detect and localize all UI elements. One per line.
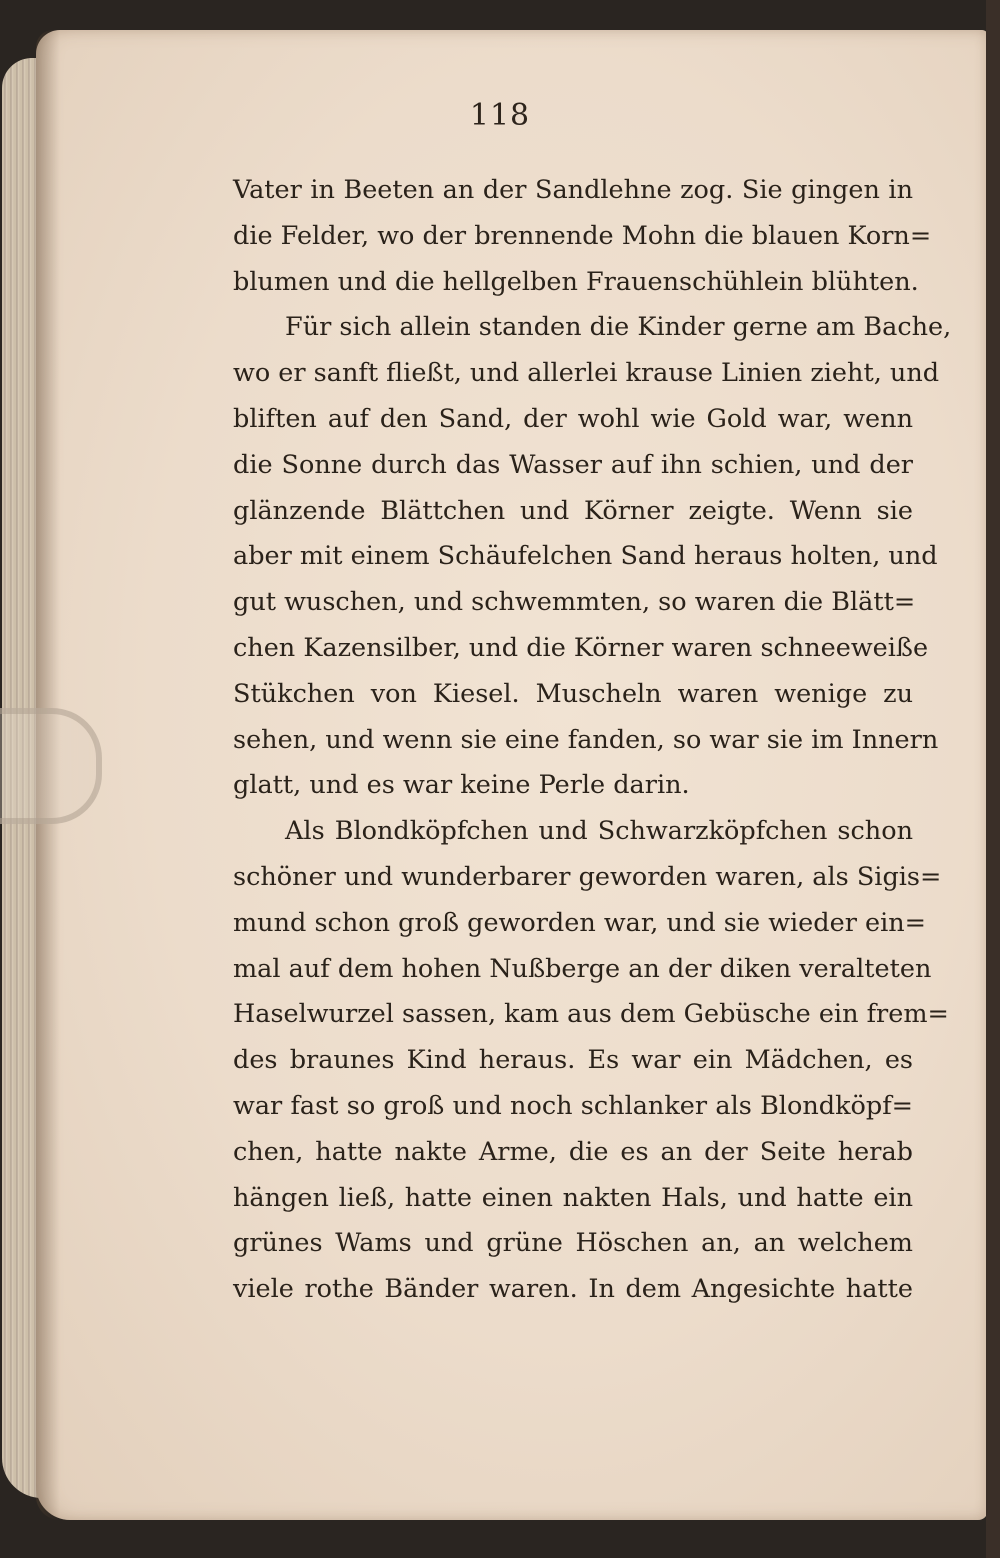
text-line: viele rothe Bänder waren. In dem Angesichte hatte [233, 1274, 913, 1305]
body-text [233, 168, 952, 1313]
text-line: hängen ließ, hatte einen nakten Hals, und hatte ein [233, 1182, 913, 1213]
page-clip [0, 708, 102, 824]
background-edge [986, 0, 1000, 1558]
text-line: chen, hatte nakte Arme, die es an der Seite herab [233, 1136, 913, 1167]
text-line: die Felder, wo der brennende Mohn die blauen Korn= [233, 220, 932, 251]
text-line: mund schon groß geworden war, und sie wieder ein= [233, 907, 927, 938]
text-line: die Sonne durch das Wasser auf ihn schien, und der [233, 449, 913, 480]
text-line: Vater in Beeten an der Sandlehne zog. Sie gingen in [233, 175, 913, 205]
text-line: aber mit einem Schäufelchen Sand heraus holten, und [233, 541, 938, 572]
text-line: des braunes Kind heraus. Es war ein Mädchen, es [233, 1045, 913, 1076]
text-line: Stükchen von Kiesel. Muscheln waren wenige zu [233, 678, 913, 709]
text-line: sehen, und wenn sie eine fanden, so war sie im Innern [233, 724, 939, 755]
text-line: chen Kazensilber, und die Körner waren schneeweiße [233, 632, 929, 663]
text-line: blumen und die hellgelben Frauenschühlein blühten. [233, 266, 919, 297]
text-line: Haselwurzel sassen, kam aus dem Gebüsche ein frem= [233, 999, 949, 1030]
text-line: wo er sanft fließt, und allerlei krause Linien zieht, und [233, 358, 940, 389]
text-line: schöner und wunderbarer geworden waren, als Sigis= [233, 861, 942, 892]
text-line: glatt, und es war keine Perle darin. [233, 770, 690, 801]
text-line: grünes Wams und grüne Höschen an, an welchem [233, 1228, 913, 1259]
text-line: Als Blondköpfchen und Schwarzköpfchen schon [285, 816, 913, 847]
text-line: Für sich allein standen die Kinder gerne am Bache, [285, 312, 952, 343]
text-line: gut wuschen, und schwemmten, so waren die Blätt= [233, 587, 916, 618]
text-line: bliften auf den Sand, der wohl wie Gold war, wenn [233, 403, 913, 434]
page-number: 118 [469, 98, 531, 133]
text-line: war fast so groß und noch schlanker als Blondköpf= [233, 1090, 913, 1121]
text-line: glänzende Blättchen und Körner zeigte. Wenn sie [233, 495, 913, 526]
text-line: mal auf dem hohen Nußberge an der diken veralteten [233, 953, 932, 984]
